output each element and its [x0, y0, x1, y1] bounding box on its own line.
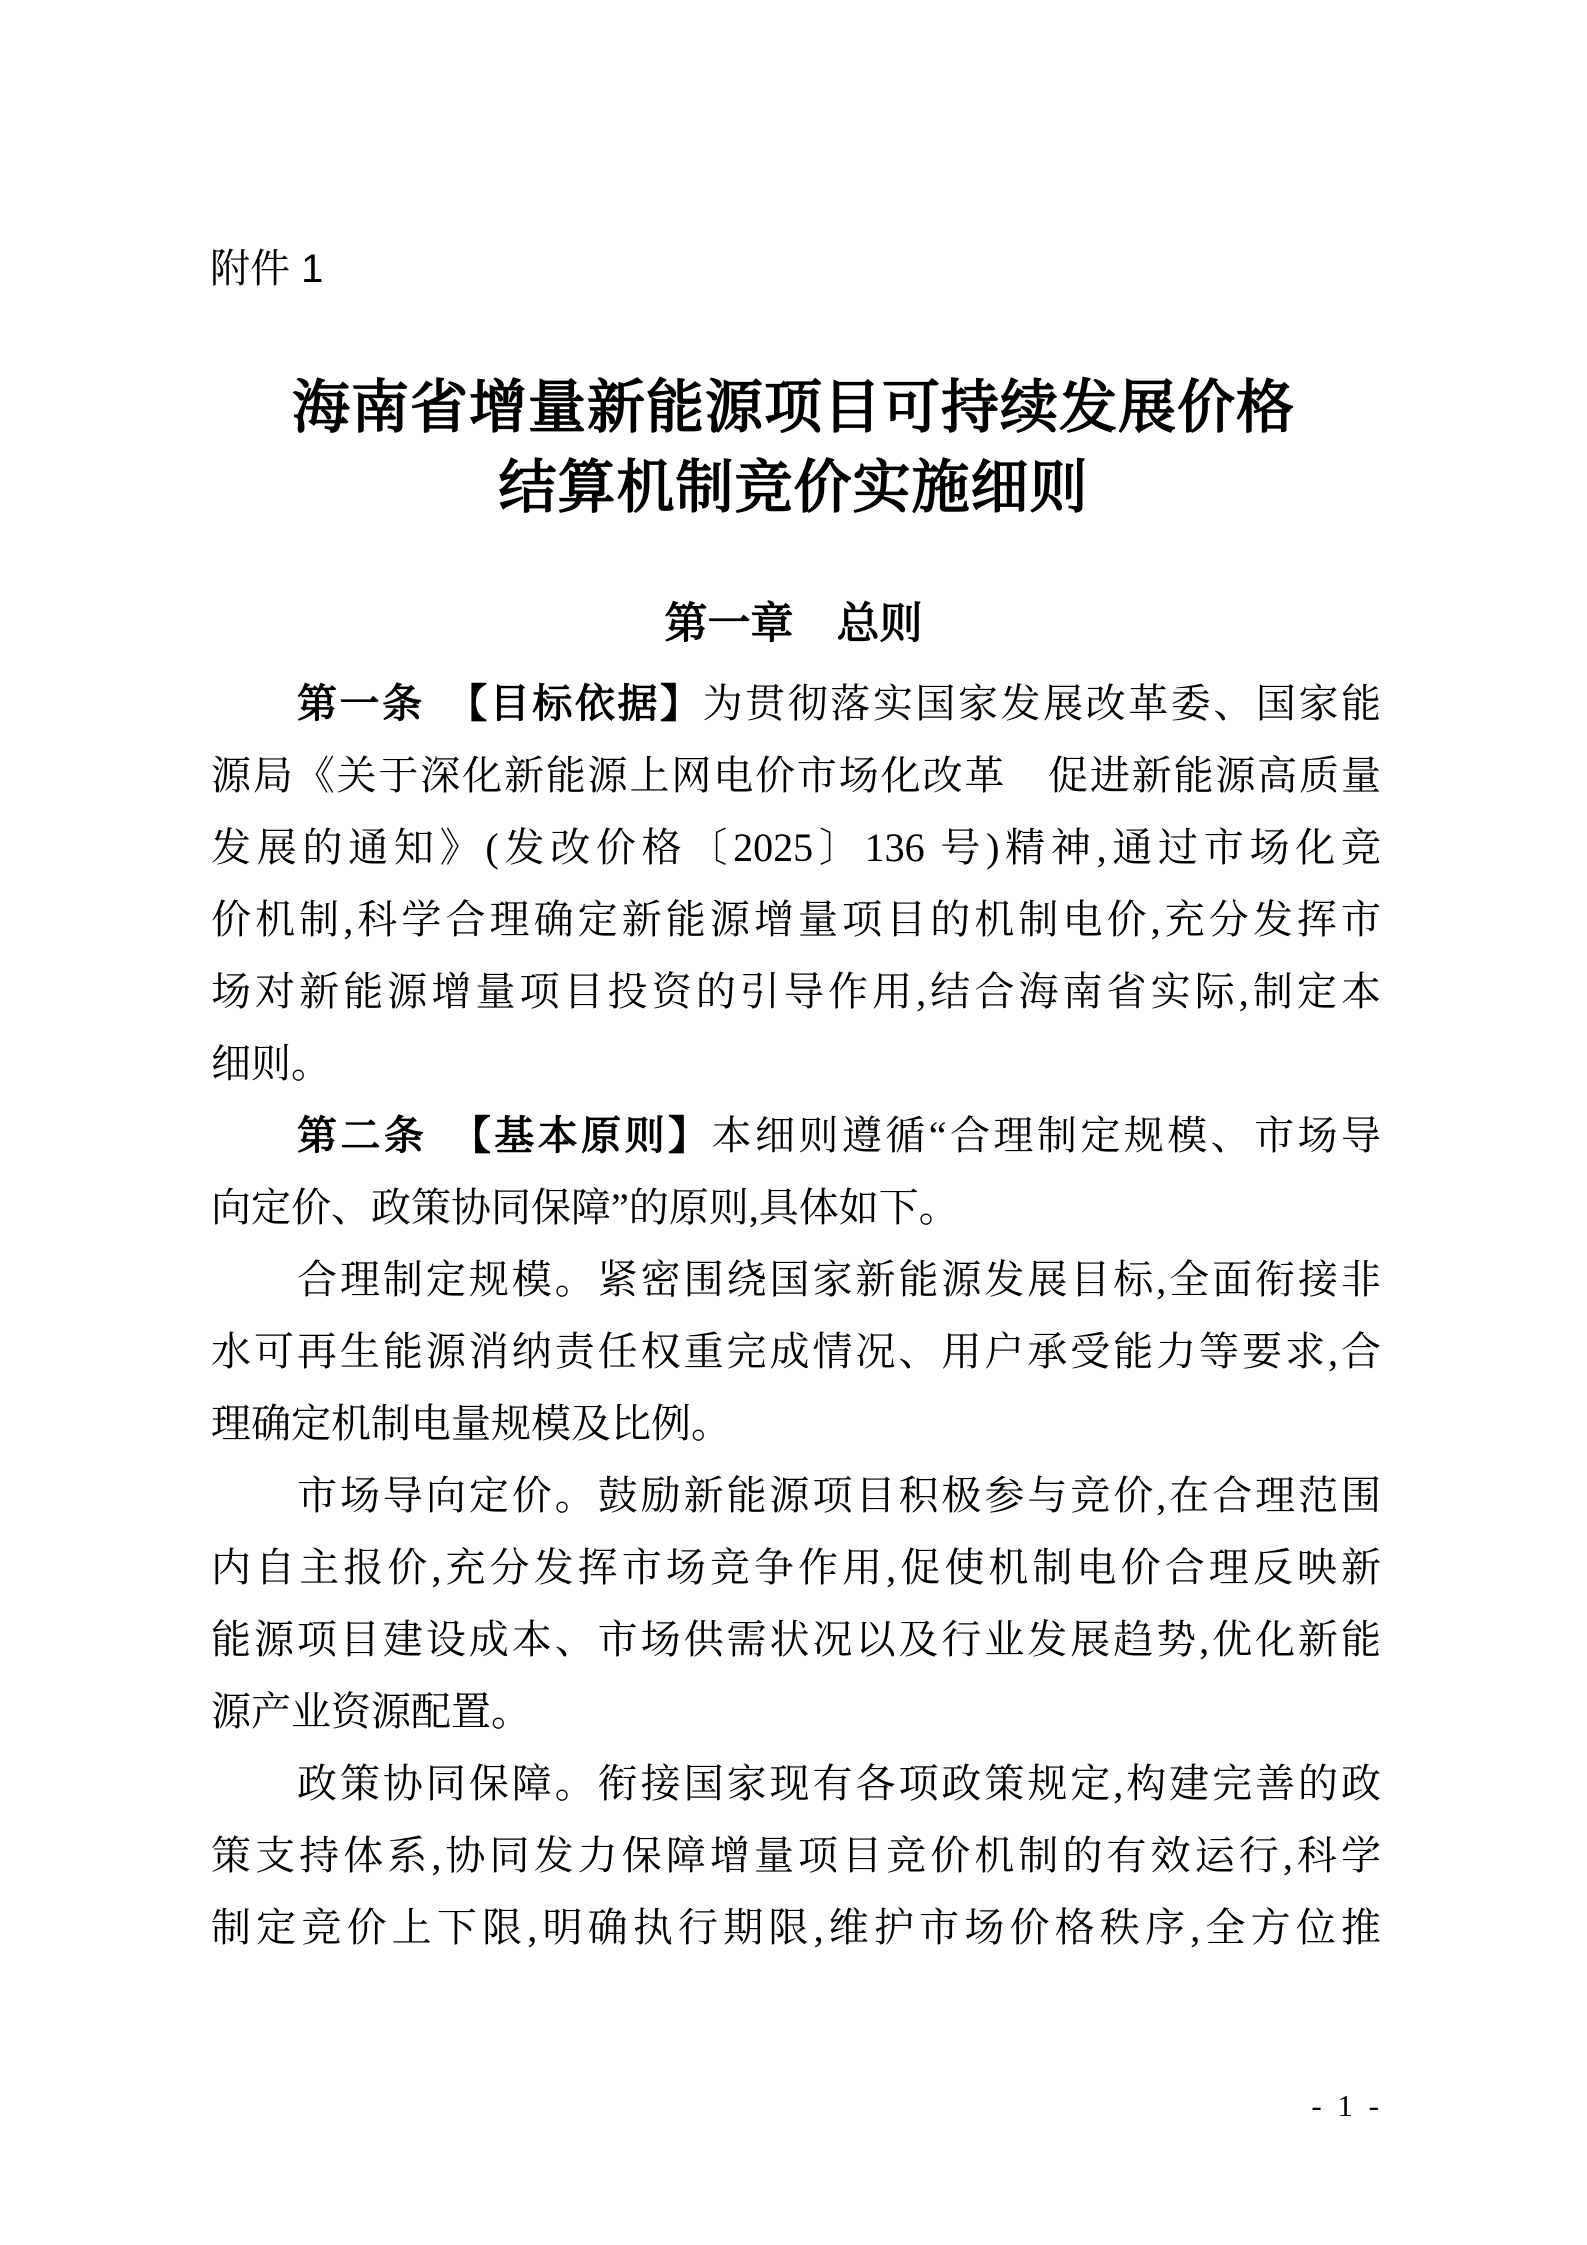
document-title	[0, 368, 1587, 528]
text-line	[211, 1316, 1381, 1388]
attachment-label: 附件 1	[210, 247, 324, 291]
text-line	[211, 1460, 1381, 1532]
bold-lead-text: 【基本原则】	[470, 1113, 712, 1158]
paragraph	[211, 1748, 1381, 1964]
text-line	[211, 1604, 1381, 1676]
chapter-heading: 第一章 总则	[664, 600, 923, 648]
text-line	[211, 1100, 1381, 1172]
text-line	[211, 668, 1381, 740]
page-number: - 1 -	[1311, 2088, 1383, 2123]
text-line	[211, 1892, 1381, 1964]
body-text: 价机制,科学合理确定新能源增量项目的机制电价,充分发挥市	[211, 897, 1381, 942]
text-line	[211, 884, 1381, 956]
text-line	[211, 1532, 1381, 1604]
body-text: 制定竞价上下限,明确执行期限,维护市场价格秩序,全方位推	[211, 1905, 1381, 1950]
paragraph	[211, 668, 1381, 1100]
body-text: 本细则遵循“合理制定规模、市场导	[711, 1113, 1382, 1158]
body-text: 为贯彻落实国家发展改革委、国家能	[702, 681, 1382, 726]
body-text: 策支持体系,协同发力保障增量项目竞价机制的有效运行,科学	[211, 1833, 1381, 1878]
text-line	[211, 1028, 1381, 1100]
document-title-line-2: 结算机制竞价实施细则	[498, 455, 1089, 520]
body-text: 源产业资源配置。	[211, 1689, 531, 1734]
bold-lead-text: 第一条	[297, 681, 425, 726]
paragraph	[211, 1244, 1381, 1460]
text-line	[211, 1388, 1381, 1460]
paragraph	[211, 1460, 1381, 1748]
bold-lead-text: 第二条	[297, 1113, 428, 1158]
body-text: 合理制定规模。紧密围绕国家新能源发展目标,全面衔接非	[297, 1257, 1381, 1302]
text-line	[211, 1820, 1381, 1892]
text-line	[211, 1748, 1381, 1820]
text-line	[211, 1676, 1381, 1748]
document-body	[211, 668, 1381, 1964]
bold-lead-text: 【目标依据】	[467, 681, 703, 726]
text-line	[211, 1244, 1381, 1316]
text-line	[211, 740, 1381, 812]
body-text: 水可再生能源消纳责任权重完成情况、用户承受能力等要求,合	[211, 1329, 1381, 1374]
body-text: 向定价、政策协同保障”的原则,具体如下。	[211, 1185, 959, 1230]
body-text	[427, 1113, 470, 1158]
paragraph	[211, 1100, 1381, 1244]
body-text: 市场导向定价。鼓励新能源项目积极参与竞价,在合理范围	[297, 1473, 1381, 1518]
body-text: 细则。	[211, 1041, 331, 1086]
text-line	[211, 812, 1381, 884]
body-text: 能源项目建设成本、市场供需状况以及行业发展趋势,优化新能	[211, 1617, 1381, 1662]
body-text	[425, 681, 468, 726]
body-text: 发展的通知》(发改价格〔2025〕136 号)精神,通过市场化竞	[211, 825, 1381, 870]
body-text: 源局《关于深化新能源上网电价市场化改革 促进新能源高质量	[211, 753, 1381, 798]
body-text: 场对新能源增量项目投资的引导作用,结合海南省实际,制定本	[211, 969, 1381, 1014]
text-line	[211, 1172, 1381, 1244]
body-text: 内自主报价,充分发挥市场竞争作用,促使机制电价合理反映新	[211, 1545, 1381, 1590]
text-line	[211, 956, 1381, 1028]
body-text: 政策协同保障。衔接国家现有各项政策规定,构建完善的政	[297, 1761, 1381, 1806]
document-title-line-1: 海南省增量新能源项目可持续发展价格	[291, 375, 1295, 440]
body-text: 理确定机制电量规模及比例。	[211, 1401, 731, 1446]
